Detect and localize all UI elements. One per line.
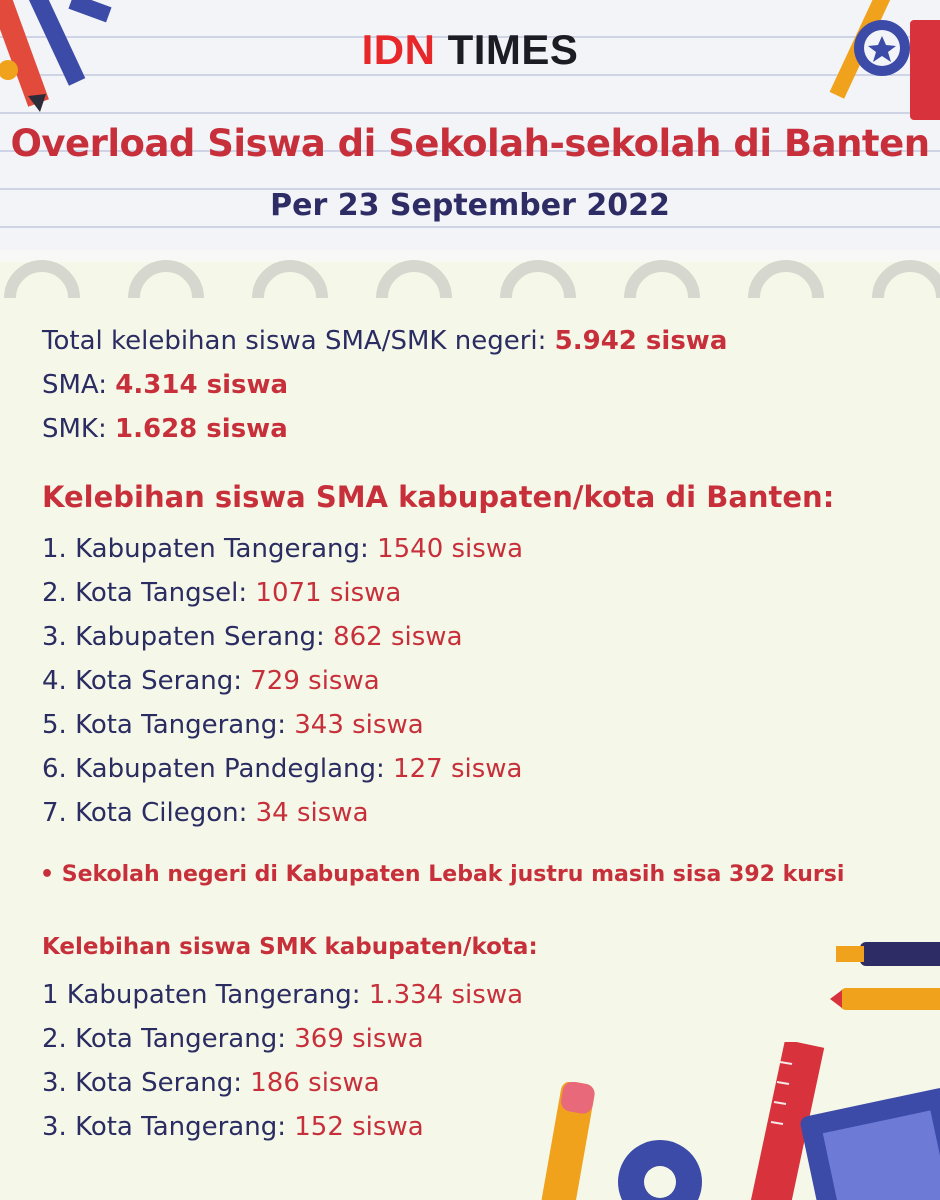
smk-item-label: 3. Kota Serang:	[42, 1068, 242, 1098]
smk-item-value: 369 siswa	[294, 1024, 424, 1054]
sma-item-value: 1071 siswa	[255, 578, 402, 608]
sma-list-item	[42, 754, 522, 784]
smk-item-value: 152 siswa	[294, 1112, 424, 1142]
medal-icon	[820, 0, 940, 130]
header	[0, 0, 940, 250]
sma-item-label: 5. Kota Tangerang:	[42, 710, 286, 740]
sma-item-value: 343 siswa	[294, 710, 424, 740]
notebook-panel	[0, 262, 940, 1200]
sma-item-label: 4. Kota Serang:	[42, 666, 242, 696]
sma-list-item	[42, 534, 523, 564]
smk-item-label: 3. Kota Tangerang:	[42, 1112, 286, 1142]
pencil-icon	[0, 0, 130, 115]
sma-list-item	[42, 710, 424, 740]
sma-item-label: 7. Kota Cilegon:	[42, 798, 248, 828]
sma-list-item	[42, 622, 463, 652]
sma-list-item	[42, 666, 380, 696]
sma-item-value: 862 siswa	[333, 622, 463, 652]
summary-smk-label: SMK:	[42, 414, 107, 444]
smk-list-item	[42, 1068, 380, 1098]
summary-total	[42, 326, 727, 356]
smk-list-item	[42, 980, 523, 1010]
smk-list-item	[42, 1024, 424, 1054]
gear-icon	[600, 1122, 720, 1200]
sma-list-item	[42, 578, 401, 608]
lebak-note: • Sekolah negeri di Kabupaten Lebak justru masih sisa 392 kursi	[40, 862, 845, 887]
sma-item-value: 127 siswa	[393, 754, 523, 784]
smk-heading: Kelebihan siswa SMK kabupaten/kota:	[42, 934, 538, 960]
sma-heading: Kelebihan siswa SMA kabupaten/kota di Banten:	[42, 480, 835, 514]
sma-item-label: 3. Kabupaten Serang:	[42, 622, 325, 652]
sma-item-value: 1540 siswa	[377, 534, 524, 564]
summary-total-label: Total kelebihan siswa SMA/SMK negeri:	[42, 326, 547, 356]
smk-item-value: 1.334 siswa	[368, 980, 524, 1010]
summary-sma-label: SMA:	[42, 370, 108, 400]
summary-smk-value: 1.628 siswa	[115, 414, 288, 444]
summary-sma-value: 4.314 siswa	[115, 370, 289, 400]
pen-icon	[830, 932, 940, 1032]
sma-item-value: 34 siswa	[255, 798, 369, 828]
smk-list-item	[42, 1112, 424, 1142]
summary-total-value: 5.942 siswa	[554, 326, 728, 356]
page-subtitle: Per 23 September 2022	[270, 188, 670, 223]
smk-item-label: 2. Kota Tangerang:	[42, 1024, 286, 1054]
brand-idn: IDN	[361, 26, 436, 73]
summary-sma	[42, 370, 288, 400]
notepad-icon	[790, 1082, 940, 1200]
sma-item-label: 1. Kabupaten Tangerang:	[42, 534, 369, 564]
smk-item-value: 186 siswa	[250, 1068, 380, 1098]
summary-smk	[42, 414, 288, 444]
sma-item-value: 729 siswa	[250, 666, 380, 696]
brand-times: TIMES	[447, 26, 579, 73]
sma-list-item	[42, 798, 369, 828]
sma-item-label: 2. Kota Tangsel:	[42, 578, 248, 608]
page-title: Overload Siswa di Sekolah-sekolah di Banten	[10, 122, 930, 165]
smk-item-label: 1 Kabupaten Tangerang:	[42, 980, 361, 1010]
brand-logo	[0, 26, 940, 74]
pencil-icon	[540, 1082, 600, 1200]
notebook-rings	[0, 238, 940, 308]
sma-item-label: 6. Kabupaten Pandeglang:	[42, 754, 385, 784]
